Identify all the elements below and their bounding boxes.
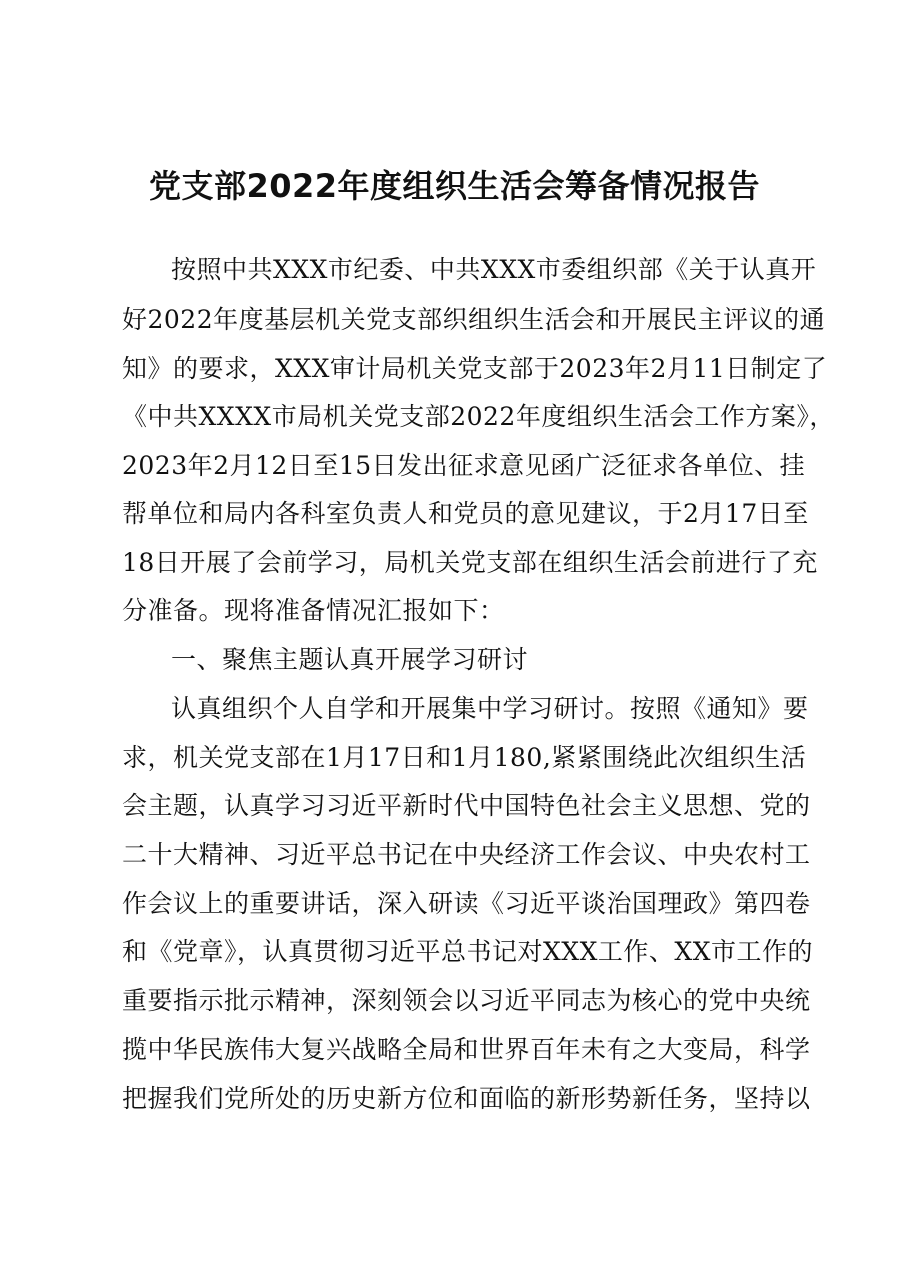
paragraph-line: 作会议上的重要讲话，深入研读《习近平谈治国理政》第四卷 [122,889,811,918]
paragraph-line: 认真组织个人自学和开展集中学习研讨。按照《通知》要 [171,694,809,723]
paragraph-line: 好2022年度基层机关党支部织组织生活会和开展民主评议的通 [122,305,826,334]
document-title: 党支部2022年度组织生活会筹备情况报告 [148,167,761,205]
paragraph-line: 求，机关党支部在1月17日和1月180,紧紧围绕此次组织生活 [122,743,807,772]
paragraph-line: 重要指示批示精神，深刻领会以习近平同志为核心的党中央统 [122,986,811,1015]
paragraph-line: 把握我们党所处的历史新方位和面临的新形势新任务，坚持以 [122,1084,811,1113]
paragraph-line: 二十大精神、习近平总书记在中央经济工作会议、中央农村工 [122,840,811,869]
paragraph-line: 按照中共XXX市纪委、中共XXX市委组织部《关于认真开 [171,255,817,284]
section-heading: 一、聚焦主题认真开展学习研讨 [171,645,529,674]
paragraph-line: 会主题，认真学习习近平新时代中国特色社会主义思想、党的 [122,791,811,820]
paragraph-line: 2023年2月12日至15日发出征求意见函广泛征求各单位、挂 [122,451,806,480]
paragraph-line: 《中共XXXX市局机关党支部2022年度组织生活会工作方案》， [122,402,835,431]
paragraph-line: 18日开展了会前学习，局机关党支部在组织生活会前进行了充 [122,548,818,577]
paragraph-line: 揽中华民族伟大复兴战略全局和世界百年未有之大变局，科学 [122,1035,811,1064]
paragraph-line: 和《党章》，认真贯彻习近平总书记对XXX工作、XX市工作的 [122,937,813,966]
paragraph-line: 知》的要求，XXX审计局机关党支部于2023年2月11日制定了 [122,354,828,383]
paragraph-line: 帮单位和局内各科室负责人和党员的意见建议，于2月17日至 [122,499,809,528]
paragraph-line: 分准备。现将准备情况汇报如下： [122,596,505,625]
